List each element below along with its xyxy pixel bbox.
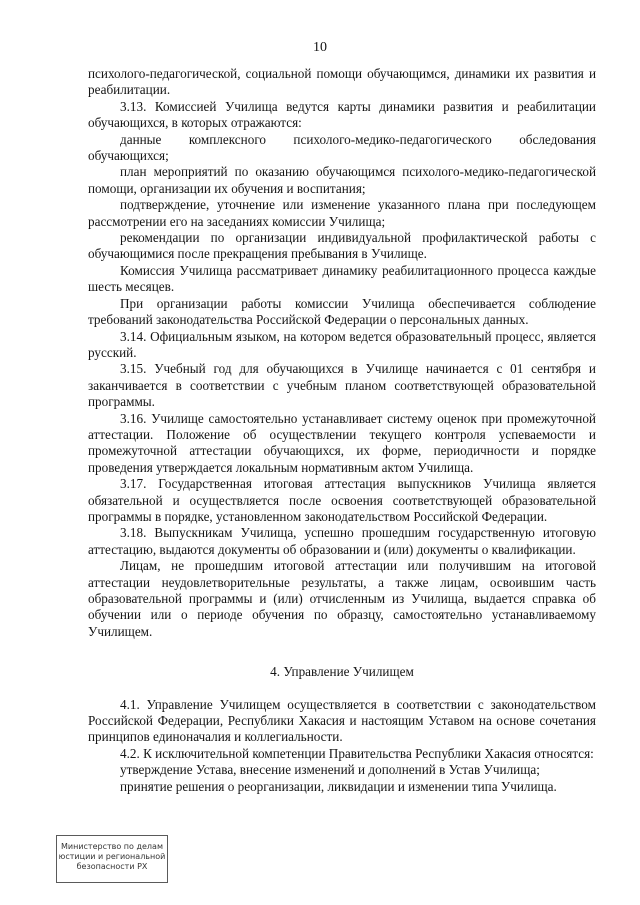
paragraph: 3.17. Государственная итоговая аттестация выпускников Училища является обязательной и осуществляется после освоения соответствующей образовательной программы в порядке, установленном законодательством Российской Федерации. xyxy=(88,476,596,524)
paragraph: рекомендации по организации индивидуальной профилактической работы с обучающимися после прекращения пребывания в Училище. xyxy=(88,230,596,262)
paragraph: план мероприятий по оказанию обучающимся психолого-медико-педагогической помощи, организации их обучения и воспитания; xyxy=(88,164,596,196)
paragraph: 3.15. Учебный год для обучающихся в Училище начинается с 01 сентября и заканчивается в соответствии с учебным планом соответствующей образовательной программы. xyxy=(88,361,596,410)
stamp-line: безопасности РХ xyxy=(76,862,148,871)
section-heading: 4. Управление Училищем xyxy=(270,664,414,680)
stamp-line: Министерство по делам xyxy=(61,842,163,851)
paragraph: утверждение Устава, внесение изменений и дополнений в Устав Училища; xyxy=(120,762,540,778)
paragraph: 4.1. Управление Училищем осуществляется в соответствии с законодательством Российской Федерации, Республики Хакасия и настоящим Уставом на основе сочетания принципов единоначалия и коллегиальности. xyxy=(88,696,596,745)
paragraph: 3.13. Комиссией Училища ведутся карты динамики развития и реабилитации обучающихся, в которых отражаются: xyxy=(88,98,596,131)
paragraph: подтверждение, уточнение или изменение указанного плана при последующем рассмотрении его на заседаниях комиссии Училища; xyxy=(88,197,596,229)
paragraph: Комиссия Училища рассматривает динамику реабилитационного процесса каждые шесть месяцев. xyxy=(88,262,596,295)
ministry-stamp xyxy=(56,835,168,883)
paragraph: принятие решения о реорганизации, ликвидации и изменении типа Училища. xyxy=(120,778,557,794)
paragraph: психолого-педагогической, социальной помощи обучающимся, динамики их развития и реабилитации. xyxy=(88,66,596,98)
paragraph: Лицам, не прошедшим итоговой аттестации или получившим на итоговой аттестации неудовлетворительные результаты, а также лицам, освоившим часть образовательной программы и (или) отчисленным из Училища, выдается справка об обучении или о периоде обучения по образцу, самостоятельно устанавливаемому Училищем. xyxy=(88,558,596,639)
paragraph: 3.14. Официальным языком, на котором ведется образовательный процесс, является русский. xyxy=(88,328,596,360)
paragraph: 4.2. К исключительной компетенции Правительства Республики Хакасия относятся: xyxy=(120,745,594,761)
paragraph: При организации работы комиссии Училища обеспечивается соблюдение требований законодательства Российской Федерации о персональных данных. xyxy=(88,295,596,328)
paragraph: 3.16. Училище самостоятельно устанавливает систему оценок при промежуточной аттестации. Положение об осуществлении текущего контроля успеваемости и промежуточной аттестации обучающихся, их форме, периодичности и порядке проведения утверждается локальным нормативным актом Училища. xyxy=(88,410,596,475)
paragraph: данные комплексного психолого-медико-педагогического обследования обучающихся; xyxy=(88,131,596,164)
stamp-line: юстиции и региональной xyxy=(58,852,166,861)
paragraph: 3.18. Выпускникам Училища, успешно прошедшим государственную итоговую аттестацию, выдаются документы об образовании и (или) документы о квалификации. xyxy=(88,525,596,557)
document-body xyxy=(88,66,596,795)
page-number: 10 xyxy=(313,40,327,55)
